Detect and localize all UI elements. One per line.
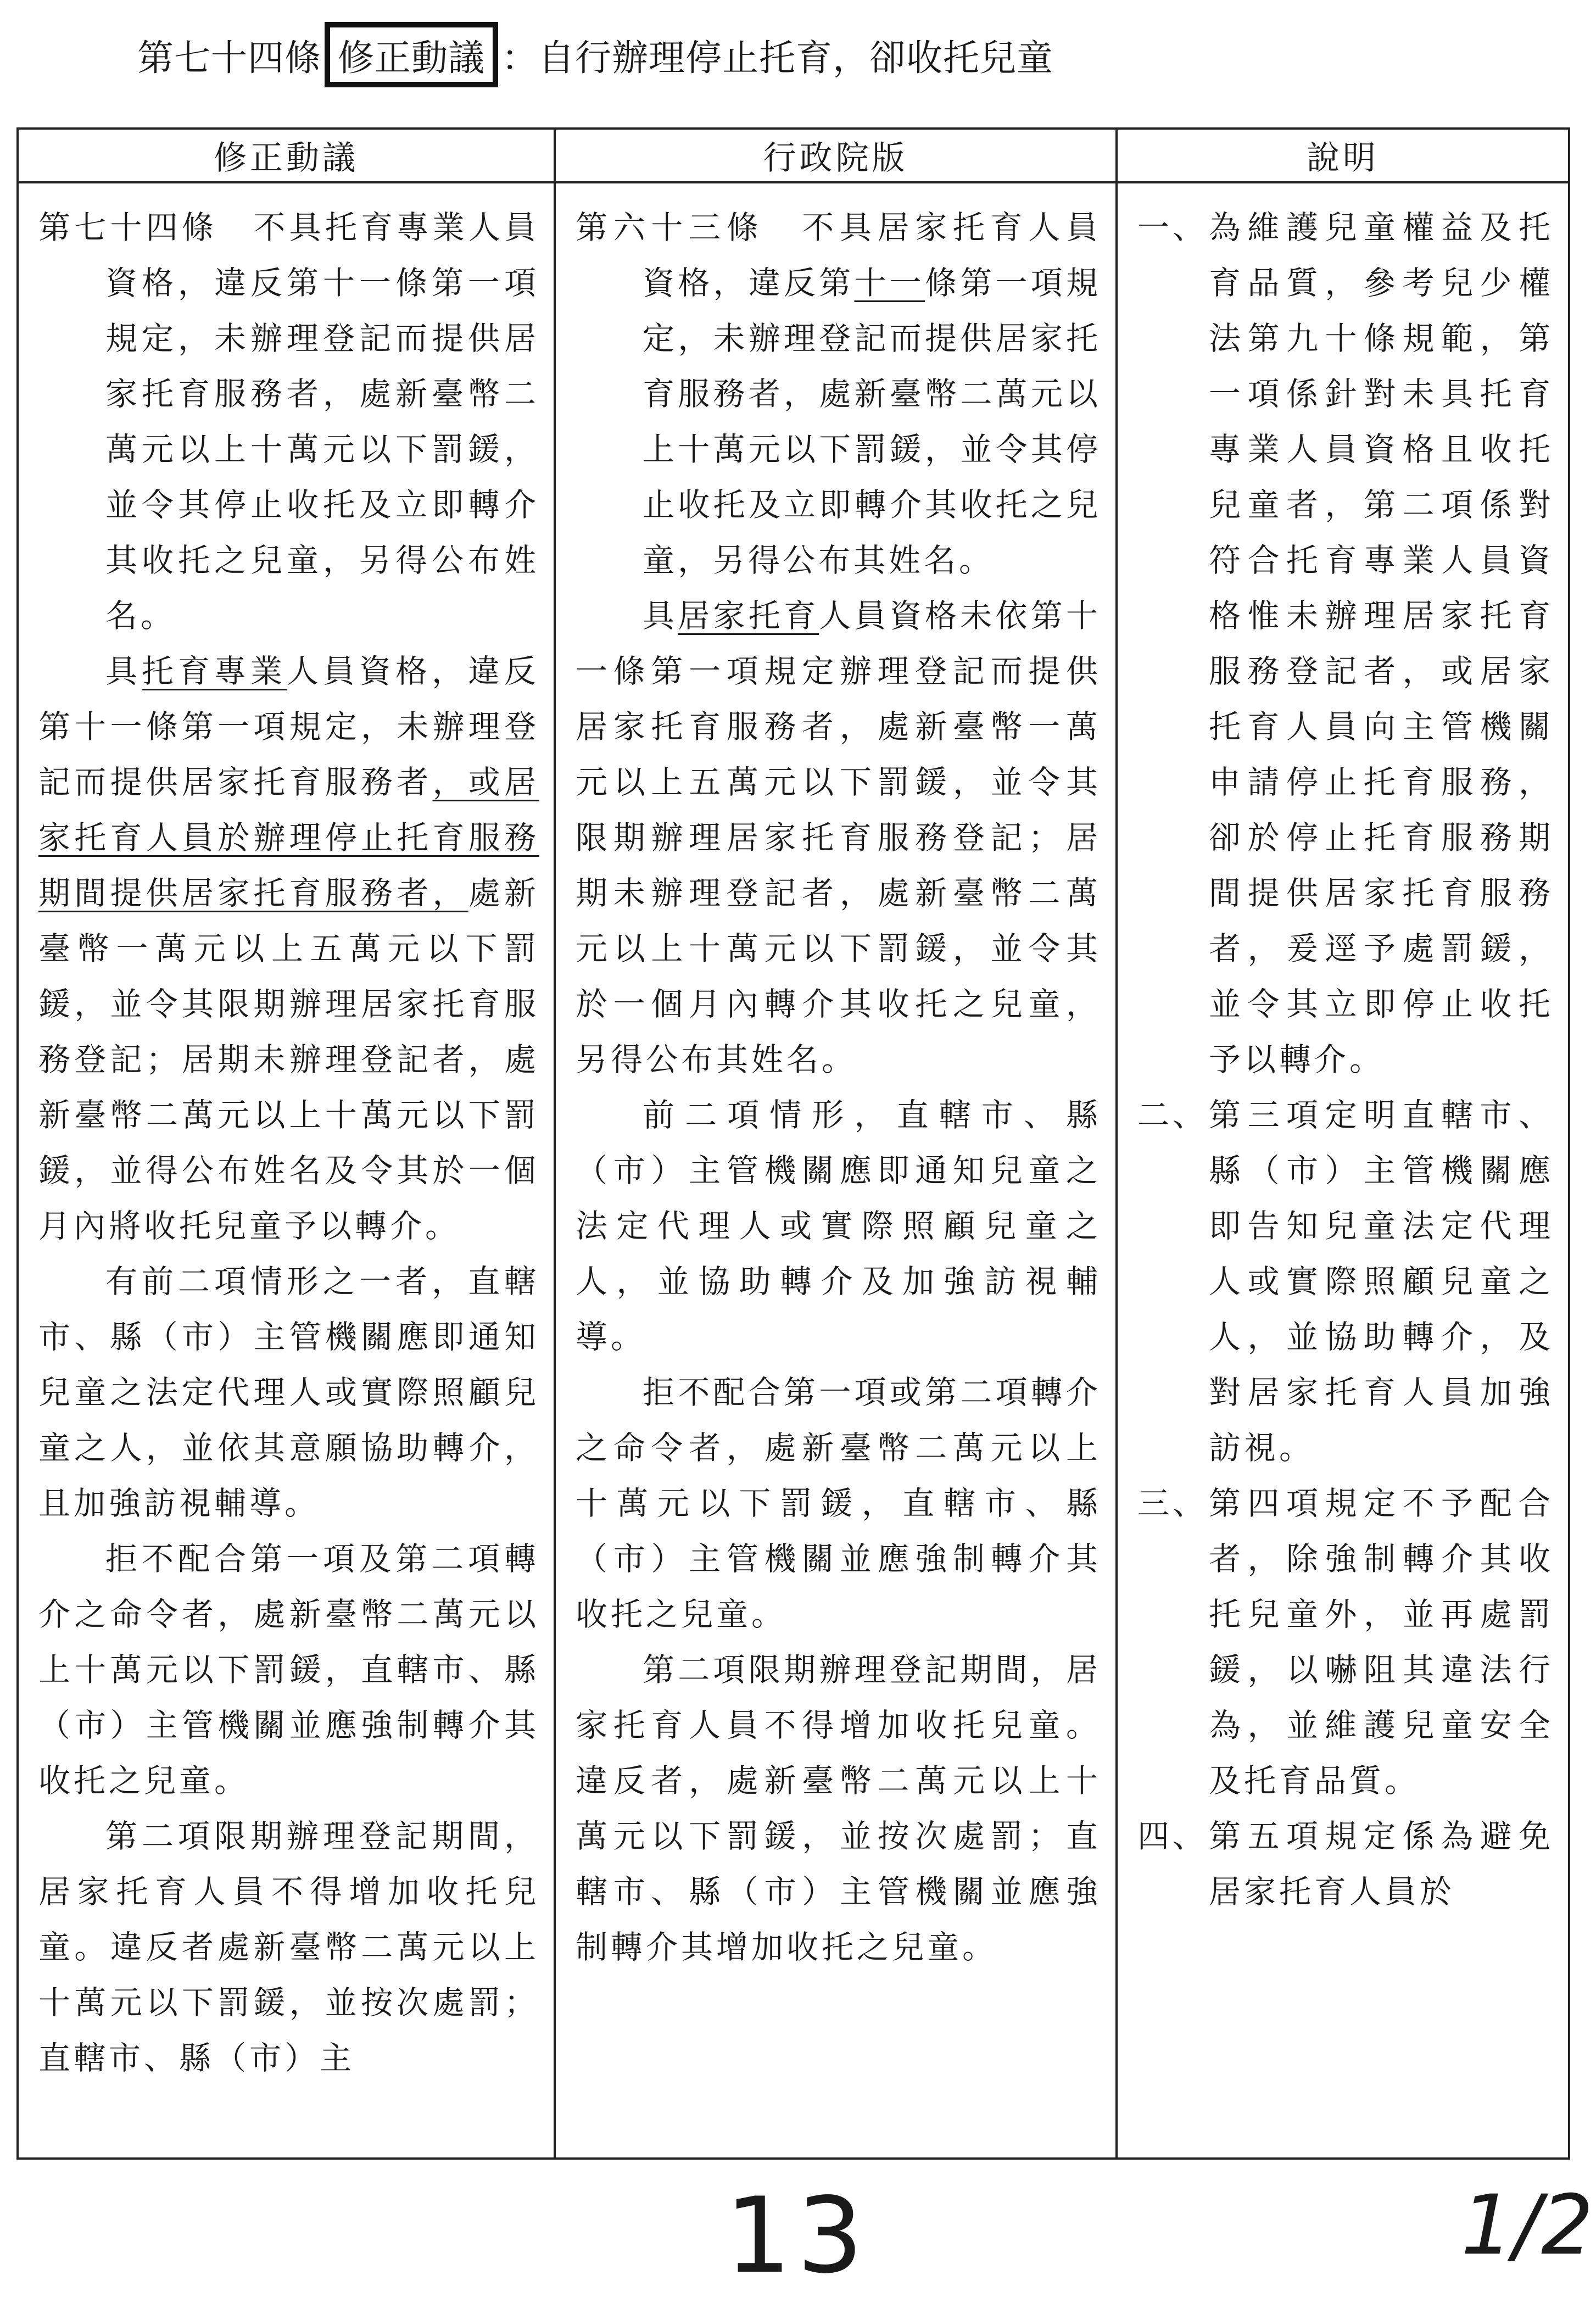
header-executive: 行政院版	[555, 129, 1117, 182]
executive-para-2-underline: 居家托育	[678, 597, 819, 634]
amendment-para-4: 拒不配合第一項及第二項轉介之命令者，處新臺幣二萬元以上十萬元以下罰鍰，直轄市、縣（市）主管機關並應強制轉介其收托之兒童。	[38, 1540, 539, 1799]
explanation-column	[1117, 182, 1569, 2159]
title-prefix: 第七十四條	[137, 37, 321, 79]
title-suffix: ：自行辦理停止托育，卻收托兒童	[501, 37, 1053, 79]
explanation-number: 三、	[1137, 1485, 1208, 1522]
explanation-text: 第四項規定不予配合者，除強制轉介其收托兒童外，並再處罰鍰，以嚇阻其違法行為，並維護兒童安全及托育品質。	[1209, 1485, 1554, 1799]
executive-para-5: 第二項限期辦理登記期間，居家托育人員不得增加收托兒童。違反者，處新臺幣二萬元以上十萬元以下罰鍰，並按次處罰；直轄市、縣（市）主管機關並應強制轉介其增加收托之兒童。	[576, 1651, 1101, 1966]
document-title	[137, 22, 1053, 87]
amendment-para-3: 有前二項情形之一者，直轄市、縣（市）主管機關應即通知兒童之法定代理人或實際照顧兒童之人，並依其意願協助轉介，且加強訪視輔導。	[38, 1263, 539, 1522]
executive-para-3: 前二項情形，直轄市、縣（市）主管機關應即通知兒童之法定代理人或實際照顧兒童之人，並協助轉介及加強訪視輔導。	[576, 1096, 1101, 1356]
executive-para-2: 具居家托育人員資格未依第十一條第一項規定辦理登記而提供居家托育服務者，處新臺幣一萬元以上五萬元以下罰鍰，並令其限期辦理居家托育服務登記；居期未辦理登記者，處新臺幣二萬元以上十萬元以下罰鍰，並令其於一個月內轉介其收托之兒童，另得公布其姓名。	[576, 597, 1101, 1078]
explanation-number: 一、	[1137, 209, 1208, 246]
executive-column	[555, 182, 1117, 2159]
executive-para-4: 拒不配合第一項或第二項轉介之命令者，處新臺幣二萬元以上十萬元以下罰鍰，直轄市、縣（市）主管機關並應強制轉介其收托之兒童。	[576, 1374, 1101, 1633]
explanation-text: 為維護兒童權益及托育品質，參考兒少權法第九十條規範，第一項係針對未具托育專業人員資格且收托兒童者，第二項係對符合托育專業人員資格惟未辦理居家托育服務登記者，或居家托育人員向主管機關申請停止托育服務，卻於停止托育服務期間提供居家托育服務者，爰逕予處罰鍰，並令其立即停止收托予以轉介。	[1209, 209, 1554, 1078]
page-number: 13	[725, 2175, 869, 2296]
explanation-number: 二、	[1137, 1096, 1208, 1134]
amendment-para-5: 第二項限期辦理登記期間，居家托育人員不得增加收托兒童。違反者處新臺幣二萬元以上十萬元以下罰鍰，並按次處罰；直轄市、縣（市）主	[38, 1817, 539, 2077]
amendment-para-2-underline-2: ，或居家托育人員於辦理停止托育服務期間提供居家托育服務者，	[38, 763, 539, 912]
explanation-item	[1137, 1088, 1554, 1476]
explanation-item	[1137, 1476, 1554, 1809]
header-amendment: 修正動議	[18, 129, 555, 182]
amendment-para-2-underline-1: 托育專業	[142, 653, 287, 690]
header-explanation: 說明	[1117, 129, 1569, 182]
amendment-para-2: 具托育專業人員資格，違反第十一條第一項規定，未辦理登記而提供居家托育服務者，或居家托育人員於辦理停止托育服務期間提供居家托育服務者，處新臺幣一萬元以上五萬元以下罰鍰，並令其限期辦理居家托育服務登記；居期未辦理登記者，處新臺幣二萬元以上十萬元以下罰鍰，並得公布姓名及令其於一個月內將收托兒童予以轉介。	[38, 653, 539, 1245]
explanation-text: 第五項規定係為避免居家托育人員於	[1209, 1817, 1554, 1910]
executive-para-1: 第六十三條 不具居家托育人員資格，違反第十一條第一項規定，未辦理登記而提供居家托育服務者，處新臺幣二萬元以上十萬元以下罰鍰，並令其停止收托及立即轉介其收托之兒童，另得公布其姓名。	[576, 209, 1101, 579]
explanation-item	[1137, 200, 1554, 1088]
comparison-table	[16, 127, 1570, 2160]
explanation-text: 第三項定明直轄市、縣（市）主管機關應即告知兒童法定代理人或實際照顧兒童之人，並協助轉介，及對居家托育人員加強訪視。	[1209, 1096, 1554, 1466]
executive-para-1-underline: 十一	[854, 264, 925, 302]
amendment-para-1: 第七十四條 不具托育專業人員資格，違反第十一條第一項規定，未辦理登記而提供居家托育服務者，處新臺幣二萬元以上十萬元以下罰鍰，並令其停止收托及立即轉介其收托之兒童，另得公布姓名。	[38, 209, 539, 634]
title-boxed-label: 修正動議	[325, 22, 498, 87]
explanation-number: 四、	[1137, 1817, 1208, 1855]
amendment-column	[18, 182, 555, 2159]
explanation-item	[1137, 1809, 1554, 1920]
page-fraction: 1/2	[1461, 2178, 1594, 2273]
